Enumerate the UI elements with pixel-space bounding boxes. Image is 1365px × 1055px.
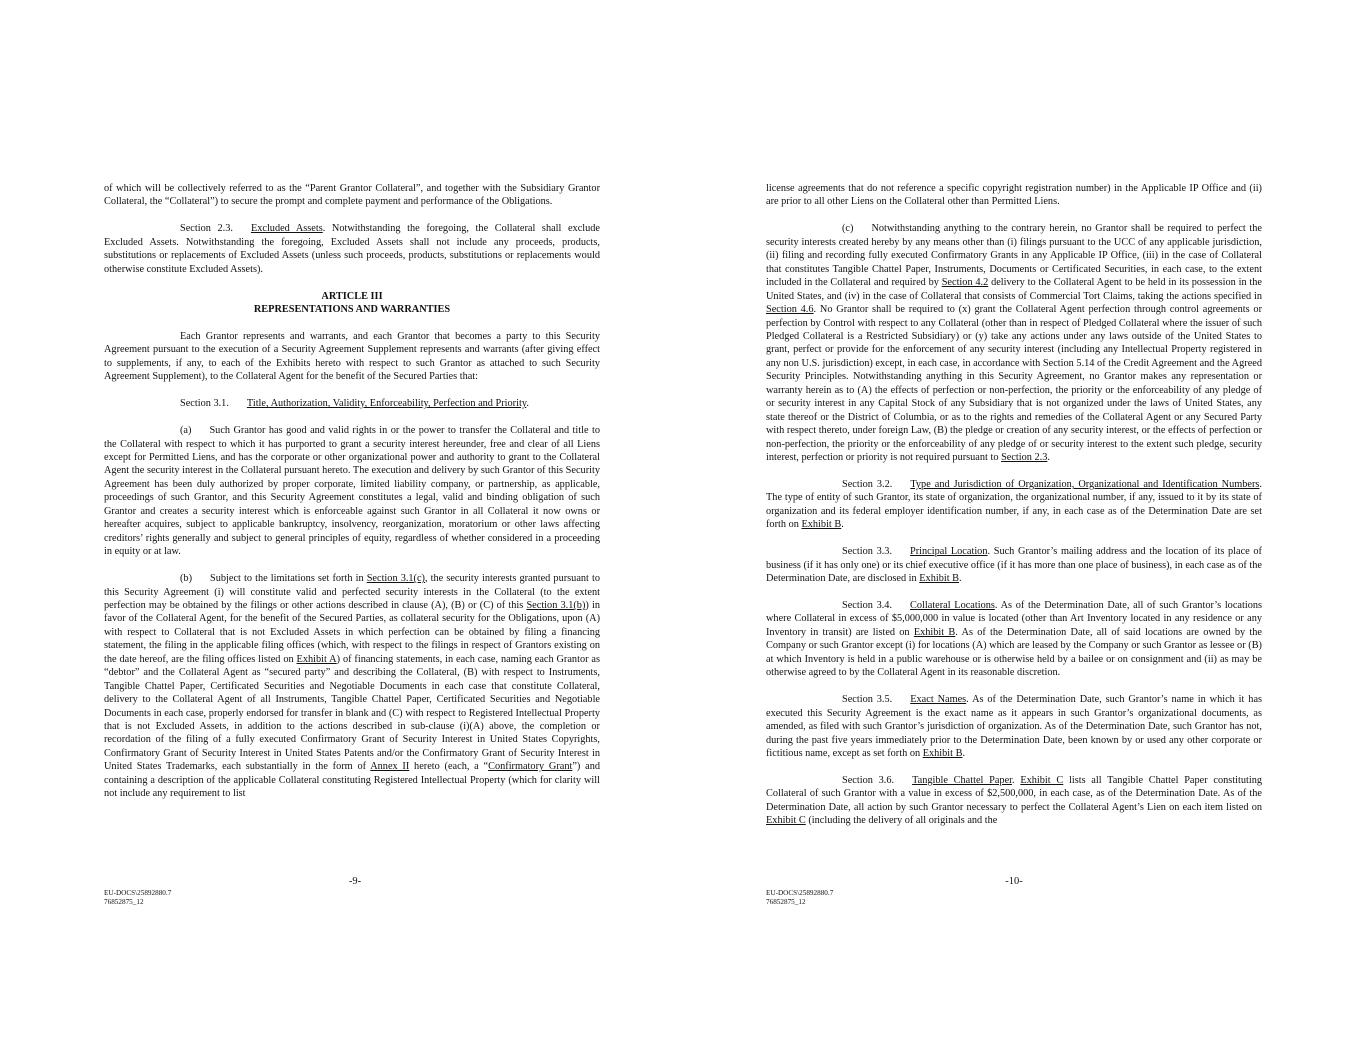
- footer-ref-id: 76852875_12: [104, 898, 144, 906]
- section-number: Section 3.6.: [842, 774, 895, 786]
- cross-reference: Exhibit B: [922, 747, 963, 759]
- clause-text: .: [1047, 452, 1050, 464]
- page-9-body: [104, 182, 600, 801]
- section-body: . Notwithstanding the foregoing, the Collateral shall exclude Excluded Assets. Notwithstanding the foregoing, Excluded Assets shall not include any proceeds, products, substitutions or replacements of Excluded Assets (unless such proceeds, products, substitutions or replacements would otherwise constitute Excluded Assets).: [104, 223, 600, 275]
- clause-label: (a): [180, 425, 192, 437]
- defined-term: Confirmatory Grant: [488, 761, 573, 773]
- section-body: (including the delivery of all originals and the: [805, 815, 998, 827]
- section-3-3: [766, 545, 1262, 585]
- page-footer: [104, 889, 171, 907]
- cross-reference: Annex II: [370, 761, 410, 773]
- section-3-5: [766, 693, 1262, 760]
- clause-text: Notwithstanding anything to the contrary herein, no Grantor shall be required to perfect the security interests created hereby by any means other than (i) filings pursuant to the UCC of any applicable jurisdiction, (ii) filing and recording fully executed Confirmatory Grants in any Applicable IP Office, (iii) in the case of Collateral that constitutes Tangible Chattel Paper, Instruments, Documents or Certificated Securities, in each case, to the extent included in the Collateral and required by: [766, 223, 1262, 289]
- clause-b: [104, 572, 600, 801]
- clause-text: , the security interests granted pursuant to this Security Agreement (i) will constitute valid and perfected security interests in the Collateral (to the extent perfection may be obtained by the filings or other actions described in clause (A), (B) or (C) of this: [104, 573, 601, 611]
- page-10-body: [766, 182, 1262, 828]
- section-number: Section 3.2.: [842, 478, 893, 490]
- cross-reference: Section 4.6: [766, 304, 814, 316]
- section-2-3: [104, 222, 600, 276]
- cross-reference: Exhibit B: [801, 519, 842, 531]
- section-title: Tangible Chattel Paper: [912, 774, 1013, 786]
- article-number: ARTICLE III: [321, 290, 383, 302]
- page-number: -9-: [348, 876, 362, 887]
- section-body: lists all Tangible Chattel Paper constituting Collateral of such Grantor with a value in excess of $2,500,000, in each case, as of the Determination Date. As of the Determination Date, all action by such Grantor necessary to perfect the Collateral Agent’s Lien on each item listed on: [766, 774, 1262, 813]
- cross-reference: Exhibit C: [1020, 774, 1064, 786]
- cross-reference: Exhibit B: [913, 626, 956, 638]
- clause-text: ) of financing statements, in each case, naming each Grantor as “debtor” and the Collateral Agent as “secured party” and describing the Collateral, (B) with respect to Instruments, Tangible Chattel Paper, Certificated Securities and Negotiable Documents in each case that constitute Collateral, delivery to the Collateral Agent of all Instruments, Tangible Chattel Paper, Certificated Securities and Negotiable Documents in each case, properly endorsed for transfer in blank and (C) with respect to Registered Intellectual Property that is not Excluded Assets, in addition to the actions described in sub-clause (i)(A) above, the completion or recordation of the filing of a fully executed Confirmatory Grant of Security Interest in United States Copyrights, Confirmatory Grant of Security Interest in United States Patents and/or the Confirmatory Grant of Security Interest in United States Trademarks, each substantially in the form of: [104, 653, 600, 773]
- page-number: -10-: [1005, 876, 1023, 887]
- section-3-1-heading: [104, 397, 600, 410]
- section-body: . As of the Determination Date, all of such Grantor’s locations where Collateral in excess of $5,000,000 in value is located (other than Art Inventory located in any residence or any Inventory in transit) are listed on: [766, 599, 1262, 638]
- section-body: .: [962, 747, 966, 759]
- cross-reference: Section 3.1(b): [526, 599, 586, 611]
- clause-body: Such Grantor has good and valid rights in or the power to transfer the Collateral and title to the Collateral with respect to which it has purported to grant a security interest hereunder, free and clear of all Liens except for Permitted Liens, and has the corporate or other organizational power and authority to grant to the Collateral Agent the security interest in the Collateral pursuant hereto. The execution and delivery by such Grantor of this Security Agreement has been duly authorized by proper corporate, limited liability company, or partnership, as applicable, proceedings of such Grantor, and this Security Agreement constitutes a legal, valid and binding obligation of such Grantor and creates a security interest which is enforceable against such Grantor in all Collateral it now owns or hereafter acquires, subject to applicable bankruptcy, insolvency, reorganization, moratorium or other laws affecting creditors’ rights generally and subject to general principles of equity, regardless of whether considered in a proceeding in equity or at law.: [104, 425, 600, 558]
- section-body: .: [959, 573, 962, 585]
- section-number: Section 3.1.: [180, 398, 229, 410]
- clause-c: [766, 222, 1262, 464]
- section-body: .: [841, 519, 844, 531]
- section-body: . Such Grantor’s mailing address and the location of its place of business (if it has only one) or its chief executive office (if it has more than one place of business), in each case as of the Determination Date, are disclosed in: [766, 546, 1262, 585]
- clause-text: hereto (each, a “: [409, 761, 489, 773]
- cross-reference: Exhibit C: [766, 815, 806, 827]
- clause-a: [104, 424, 600, 559]
- article-title: REPRESENTATIONS AND WARRANTIES: [253, 304, 451, 316]
- section-title: Collateral Locations: [910, 599, 995, 611]
- section-title-period: .: [526, 398, 529, 410]
- section-body: . As of the Determination Date, all of said locations are owned by the Company or such Grantor except (i) for locations (A) which are leased by the Company or such Grantor as lessee or (B) at which Inventory is held in a public warehouse or is otherwise held by a bailee or on consignment and (ii) as may be otherwise agreed to by the Collateral Agent in its reasonable discretion.: [766, 626, 1263, 679]
- clause-text: ) in favor of the Collateral Agent, for the benefit of the Secured Parties, as collateral security for the Obligations, upon (A) with respect to Collateral that is not Excluded Assets in which perfection can be obtained by filing a financing statement, the filing in the applicable filing offices (which, with respect to the filings in respect of Grantors existing on the date hereof, are the filing offices listed on: [104, 599, 600, 665]
- cross-reference: Exhibit B: [919, 573, 960, 585]
- footer-doc-id: EU-DOCS\25892880.7: [766, 889, 834, 897]
- page-10: [683, 0, 1365, 1055]
- section-title: Exact Names: [910, 694, 967, 706]
- cross-reference: Exhibit A: [296, 653, 337, 665]
- section-title: Principal Location: [910, 546, 988, 558]
- clause-text: delivery to the Collateral Agent to be held in its possession in the United States, and (iv) in the case of Collateral that consists of Commercial Tort Claims, taking the actions specified in: [766, 277, 1262, 302]
- section-body: .: [1012, 774, 1021, 786]
- section-body: . As of the Determination Date, such Grantor’s name in which it has executed this Security Agreement is the exact name as it appears in such Grantor’s organizational documents, as amended, as filed with such Grantor’s jurisdiction of organization. As of the Determination Date, such Grantor has not, during the past five years immediately prior to the Determination Date, been known by or used any other corporate or fictitious name, except as set forth on: [766, 694, 1263, 759]
- footer-ref-id: 76852875_12: [766, 898, 806, 906]
- footer-doc-id: EU-DOCS\25892880.7: [104, 889, 172, 897]
- section-number: Section 3.3.: [842, 546, 893, 558]
- cross-reference: Section 2.3: [1001, 452, 1048, 464]
- section-title: Title, Authorization, Validity, Enforceability, Perfection and Priority: [246, 398, 527, 410]
- page-footer: [766, 889, 833, 907]
- section-number: Section 2.3.: [180, 223, 233, 235]
- cross-reference: Section 4.2: [941, 277, 989, 289]
- clause-text: . No Grantor shall be required to (x) grant the Collateral Agent perfection through control agreements or perfection by Control with respect to any Collateral (other than in respect of Pledged Collateral where the issuer of such Pledged Collateral is a Restricted Subsidiary) or (y) take any actions under any laws outside of the United States to grant, perfect or provide for the enforcement of any security interest (including any Intellectual Property registered in any non U.S. jurisdiction) except, in each case, in accordance with Section 5.14 of the Credit Agreement and the Agreed Security Principles. Notwithstanding anything in this Security Agreement, no Grantor makes any representation or warranty herein as to (A) the effects of perfection or non-perfection, the priority or the enforceability of any pledge of or security interest in any Capital Stock of any Subsidiary that is not organized under the laws of United States, any state thereof or the District of Columbia, or as to the rights and remedies of the Collateral Agent or any Secured Party with respect thereto, under foreign Law, (B) the pledge or creation of any security interest, or the effects of perfection or non-perfection, the priority or the enforceability of any pledge of or security interest to the extent such pledge, security interest, perfection or priority is not required pursuant to: [766, 304, 1262, 464]
- clause-label: (c): [842, 223, 854, 235]
- section-title: Excluded Assets: [250, 223, 323, 235]
- section-body: . The type of entity of such Grantor, its state of organization, the organizational number, if any, issued to it by its state of organization and its federal employer identification number, if any, in each case as of the Determination Date are set forth on: [766, 478, 1262, 531]
- section-3-2: [766, 478, 1262, 532]
- paragraph-continuation: license agreements that do not reference a specific copyright registration number) in the Applicable IP Office and (ii) are prior to all other Liens on the Collateral other than Permitted Liens.: [766, 183, 1262, 208]
- clause-label: (b): [180, 573, 193, 585]
- section-3-6: [766, 774, 1262, 828]
- section-number: Section 3.4.: [842, 599, 893, 611]
- clause-text: Subject to the limitations set forth in: [210, 573, 367, 585]
- paragraph-continuation: of which will be collectively referred to as the “Parent Grantor Collateral”, and together with the Subsidiary Grantor Collateral, the “Collateral”) to secure the prompt and complete payment and performance of the Obligations.: [104, 183, 600, 208]
- clause-text: ”) and containing a description of the applicable Collateral constituting Registered Intellectual Property (which for clarity will not include any requirement to list: [104, 761, 600, 800]
- article-intro: Each Grantor represents and warrants, and each Grantor that becomes a party to this Security Agreement pursuant to the execution of a Security Agreement Supplement represents and warrants (after giving effect to supplements, if any, to each of the Exhibits hereto with respect to such Grantor as attached to such Security Agreement Supplement), to the Collateral Agent for the benefit of the Secured Parties that:: [104, 330, 600, 383]
- section-title: Type and Jurisdiction of Organization, Organizational and Identification Numbers: [910, 478, 1260, 490]
- section-number: Section 3.5.: [842, 694, 893, 706]
- section-3-4: [766, 599, 1262, 680]
- cross-reference: Section 3.1(c): [366, 573, 425, 585]
- article-heading: [104, 290, 600, 317]
